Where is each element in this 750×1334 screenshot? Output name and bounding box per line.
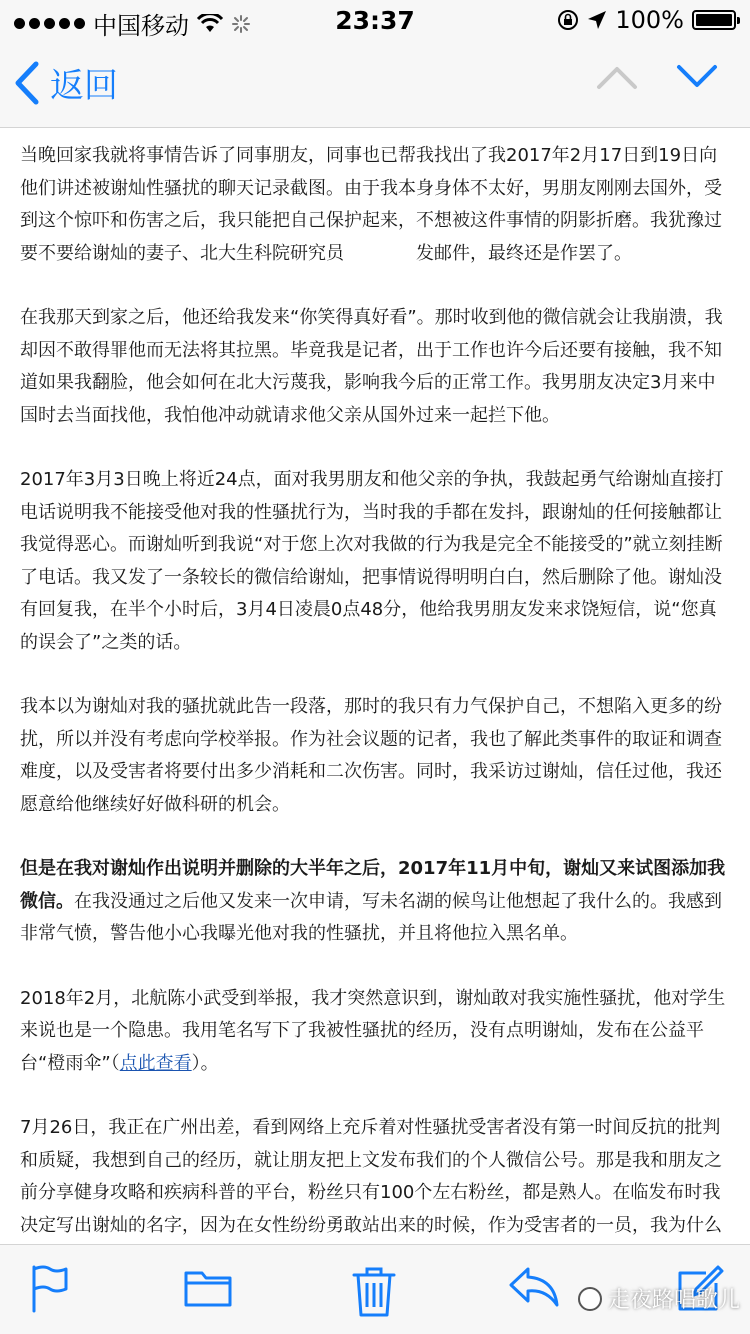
folder-icon[interactable]	[184, 1265, 232, 1309]
back-label: 返回	[50, 66, 118, 106]
paragraph-text: 7月26日，我正在广州出差，看到网络上充斥着对性骚扰受害者没有第一时间反抗的批判和质疑，我想到自己的经历，就让朋友把上文发布我们的个人微信公号。那是我和朋友之前分享健身攻略和疾病科普的平台，粉丝只有100个左右粉丝，都是熟人。在临发布时我决定写出谢灿的名字，因为在女性纷纷勇敢站出来的时候，作为受害者的一员，我为什么	[20, 1117, 722, 1236]
message-body	[20, 140, 732, 1240]
back-button[interactable]	[14, 58, 118, 107]
paragraph: 我本以为谢灿对我的骚扰就此告一段落，那时的我只有力气保护自己，不想陷入更多的纷扰，所以并没有考虑向学校举报。作为社会议题的记者，我也了解此类事件的取证和调查难度，以及受害者将要付出多少消耗和二次伤害。同时，我采访过谢灿，信任过他，我还愿意给他继续好好做科研的机会。	[20, 696, 722, 815]
bottom-toolbar	[0, 1244, 750, 1334]
carrier-label: 中国移动	[93, 12, 189, 40]
view-link[interactable]: 点此查看	[119, 1052, 192, 1074]
paragraph: 在我那天到家之后，他还给我发来“你笑得真好看”。那时收到他的微信就会让我崩溃，我却因不敢得罪他而无法将其拉黑。毕竟我是记者，出于工作也许今后还要有接触，我不知道如果我翻脸，他会如何在北大污蔑我，影响我今后的正常工作。我男朋友决定3月来中国时去当面找他，我怕他冲动就请求他父亲从国外过来一起拦下他。	[20, 307, 723, 426]
bold-text: 但是在我对谢灿作出说明并删除的大半年之后，2017年11月中旬，谢灿又来试图添加我微信。	[20, 858, 726, 912]
watermark	[578, 1283, 740, 1314]
paragraph: 2017年3月3日晚上将近24点，面对我男朋友和他父亲的争执，我鼓起勇气给谢灿直接打电话说明我不能接受他对我的性骚扰行为，当时我的手都在发抖，跟谢灿的任何接触都让我觉得恶心。而谢灿听到我说“对于您上次对我做的行为我是完全不能接受的”就立刻挂断了电话。我又发了一条较长的微信给谢灿，把事情说得明明白白，然后删除了他。谢灿没有回复我，在半个小时后，3月4日凌晨0点48分，他给我男朋友发来求饶短信，说“您真的误会了”之类的话。	[20, 469, 724, 653]
chevron-up-icon[interactable]	[596, 64, 638, 90]
battery-icon	[692, 10, 736, 30]
reply-icon[interactable]	[508, 1265, 560, 1309]
paragraph: 当晚回家我就将事情告诉了同事朋友，同事也已帮我找出了我2017年2月17日到19日向他们讲述被谢灿性骚扰的聊天记录截图。由于我本身身体不太好，男朋友刚刚去国外，受到这个惊吓和伤害之后，我只能把自己保护起来，不想被这件事情的阴影折磨。我犹豫过要不要给谢灿的妻子、北大生科院研究员 发邮件，最终还是作罢了。	[20, 145, 722, 264]
wechat-logo-icon	[578, 1287, 602, 1311]
nav-bar	[0, 40, 750, 128]
paragraph-text: 在我没通过之后他又发来一次申请，写未名湖的候鸟让他想起了我什么的。我感到非常气愤，警告他小心我曝光他对我的性骚扰，并且将他拉入黑名单。	[20, 890, 722, 944]
status-right	[557, 6, 736, 34]
orientation-lock-icon	[557, 9, 579, 31]
flag-icon[interactable]	[30, 1265, 70, 1313]
battery-percent: 100%	[615, 6, 684, 34]
location-icon	[587, 10, 607, 30]
chevron-down-icon[interactable]	[676, 64, 718, 90]
paragraph-text: ）。	[191, 1052, 219, 1074]
paragraph-text: 2018年2月，北航陈小武受到举报，我才突然意识到，谢灿敢对我实施性骚扰，他对学生来说也是一个隐患。我用笔名写下了我被性骚扰的经历，没有点明谢灿，发布在公益平台“橙雨伞”（	[20, 987, 726, 1074]
watermark-text: 走夜路唱歌儿	[607, 1288, 740, 1313]
paragraph	[20, 853, 732, 951]
trash-icon[interactable]	[352, 1265, 396, 1317]
back-chevron-icon	[14, 61, 40, 105]
status-bar	[0, 0, 750, 40]
status-time: 23:37	[335, 6, 415, 35]
paragraph	[20, 983, 732, 1081]
paragraph	[20, 1112, 732, 1240]
